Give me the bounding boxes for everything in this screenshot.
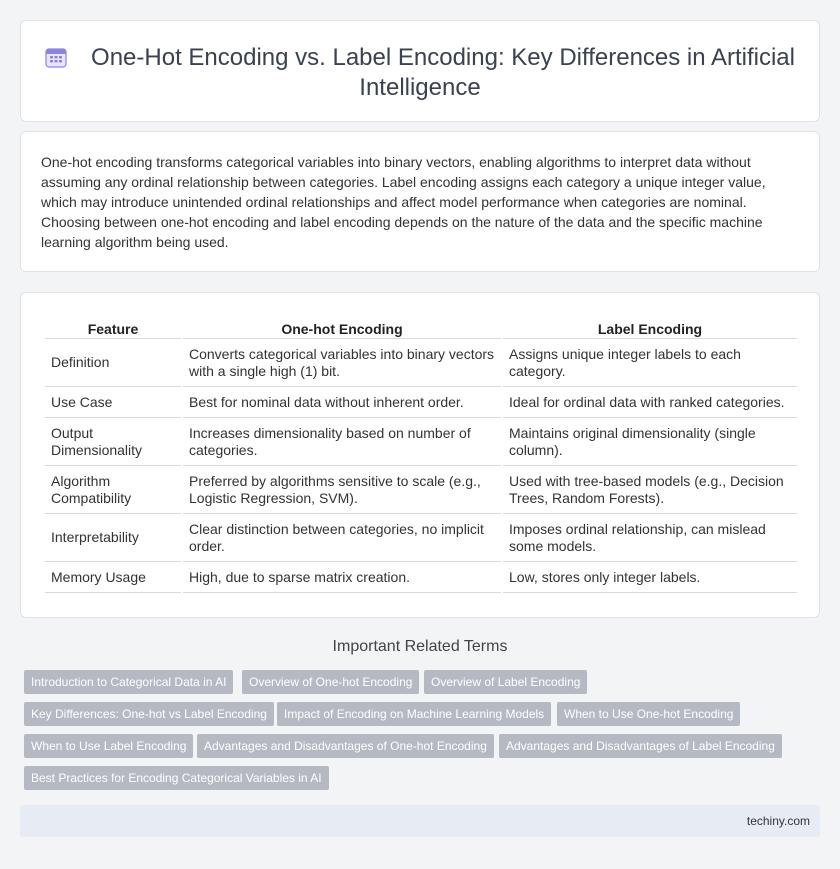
- related-tag[interactable]: Best Practices for Encoding Categorical Variables in AI: [24, 766, 329, 790]
- related-tag[interactable]: Advantages and Disadvantages of Label Encoding: [499, 734, 782, 758]
- row-label: Ideal for ordinal data with ranked categories.: [503, 387, 797, 418]
- table-header-row: [45, 313, 797, 339]
- related-tag[interactable]: Impact of Encoding on Machine Learning Models: [277, 702, 551, 726]
- table-row: [45, 562, 797, 593]
- row-one-hot: Converts categorical variables into binary vectors with a single high (1) bit.: [183, 339, 501, 387]
- table-row: [45, 387, 797, 418]
- row-feature: Algorithm Compatibility: [45, 466, 181, 514]
- row-label: Assigns unique integer labels to each category.: [503, 339, 797, 387]
- row-feature: Interpretability: [45, 514, 181, 562]
- header-feature: Feature: [45, 313, 181, 339]
- table-row: [45, 514, 797, 562]
- row-feature: Output Dimensionality: [45, 418, 181, 466]
- related-tag[interactable]: Overview of Label Encoding: [424, 670, 587, 694]
- row-feature: Memory Usage: [45, 562, 181, 593]
- row-label: Maintains original dimensionality (single column).: [503, 418, 797, 466]
- row-one-hot: Preferred by algorithms sensitive to scale (e.g., Logistic Regression, SVM).: [183, 466, 501, 514]
- row-feature: Use Case: [45, 387, 181, 418]
- table-row: [45, 339, 797, 387]
- footer-site[interactable]: techiny.com: [746, 814, 810, 828]
- related-tag[interactable]: When to Use Label Encoding: [24, 734, 193, 758]
- related-tag[interactable]: Key Differences: One-hot vs Label Encoding: [24, 702, 274, 726]
- row-label: Low, stores only integer labels.: [503, 562, 797, 593]
- header-label: Label Encoding: [503, 313, 797, 339]
- calendar-icon: [45, 46, 67, 68]
- table-row: [45, 418, 797, 466]
- related-terms-title: Important Related Terms: [332, 638, 508, 655]
- comparison-table: [43, 313, 799, 593]
- row-one-hot: Best for nominal data without inherent order.: [183, 387, 501, 418]
- intro-paragraph: One-hot encoding transforms categorical variables into binary vectors, enabling algorithms to interpret data without assuming any ordinal relationship between categories. Label encoding assigns each category a unique integer value, which may introduce unintended ordinal relationships and affect model performance when categories are nominal. Choosing between one-hot encoding and label encoding depends on the nature of the data and the specific machine learning algorithm being used.: [41, 154, 766, 250]
- related-tag[interactable]: Overview of One-hot Encoding: [242, 670, 419, 694]
- row-one-hot: High, due to sparse matrix creation.: [183, 562, 501, 593]
- related-tag[interactable]: When to Use One-hot Encoding: [557, 702, 740, 726]
- row-one-hot: Clear distinction between categories, no implicit order.: [183, 514, 501, 562]
- title-card: [20, 20, 820, 122]
- header-one-hot: One-hot Encoding: [183, 313, 501, 339]
- table-row: [45, 466, 797, 514]
- comparison-table-card: [20, 292, 820, 618]
- intro-card: [20, 131, 820, 272]
- row-one-hot: Increases dimensionality based on number of categories.: [183, 418, 501, 466]
- related-tag[interactable]: Introduction to Categorical Data in AI: [24, 670, 233, 694]
- related-tag[interactable]: Advantages and Disadvantages of One-hot Encoding: [197, 734, 494, 758]
- page-title: [21, 43, 819, 103]
- page-title-text: One-Hot Encoding vs. Label Encoding: Key Differences in Artificial Intelligence: [91, 44, 795, 101]
- row-label: Imposes ordinal relationship, can mislead some models.: [503, 514, 797, 562]
- row-label: Used with tree-based models (e.g., Decision Trees, Random Forests).: [503, 466, 797, 514]
- footer: [20, 805, 820, 837]
- row-feature: Definition: [45, 339, 181, 387]
